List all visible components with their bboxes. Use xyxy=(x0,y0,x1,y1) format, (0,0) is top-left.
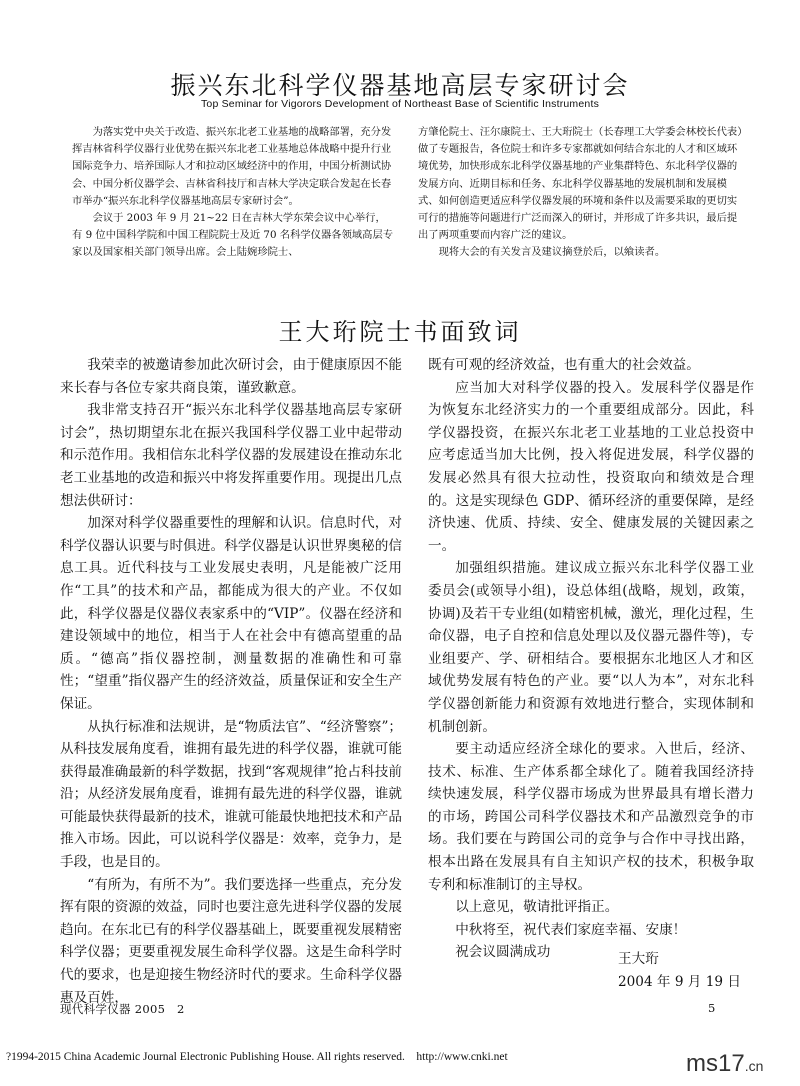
journal-footer: 现代科学仪器 2005 2 xyxy=(60,1002,185,1016)
signature-block xyxy=(618,948,741,993)
body-paragraph: “有所为，有所不为”。我们要选择一些重点，充分发挥有限的资源的效益，同时也要注意先进科学仪器的发展趋向。在东北已有的科学仪器基础上，既要重视发展精密科学仪器；更要重视发展生命科学仪器。这是生命科学时代的要求，也是迎接生物经济时代的要求。生命科学仪器惠及百姓， xyxy=(60,876,402,1006)
site-watermark xyxy=(686,1050,763,1078)
signature-name: 王大珩 xyxy=(618,951,659,967)
closing-line: 中秋将至，祝代表们家庭幸福、安康！ xyxy=(455,921,687,938)
body-paragraph: 我非常支持召开“振兴东北科学仪器基地高层专家研讨会”，热切期望东北在振兴我国科学仪器工业中起带动和示范作用。我相信东北科学仪器的发展建设在推动东北老工业基地的改造和振兴中将发挥重要作用。现提出几点想法供研讨： xyxy=(60,402,402,509)
intro-paragraph: 现将大会的有关发言及建议摘登於后，以飨读者。 xyxy=(438,246,666,259)
body-paragraph: 我荣幸的被邀请参加此次研讨会，由于健康原因不能来长春与各位专家共商良策，谨致歉意。 xyxy=(60,357,402,396)
intro-left-column xyxy=(72,124,394,262)
body-paragraph: 既有可观的经济效益，也有重大的社会效益。 xyxy=(428,357,700,373)
copyright-notice: ?1994-2015 China Academic Journal Electronic Publishing House. All rights reserved. http://www.cnki.net xyxy=(6,1051,508,1063)
body-paragraph: 加深对科学仪器重要性的理解和认识。信息时代，对科学仪器认识要与时俱进。科学仪器是认识世界奥秘的信息工具。近代科技与工业发展史表明，凡是能被广泛用作“工具”的技术和产品，都能成为很大的产业。不仅如此，科学仪器是仪器仪表家系中的“VIP”。仪器在经济和建设领域中的地位，相当于人在社会中有德高望重的品质。“德高”指仪器控制，测量数据的准确性和可靠性；“望重”指仪器产生的经济效益，质量保证和安全生产保证。 xyxy=(60,515,402,712)
intro-paragraph: 会议于 2003 年 9 月 21~22 日在吉林大学东荣会议中心举行，有 9 位中国科学院和中国工程院院士及近 70 名科学仪器各领域高层专家以及国家相关部门领导出席。会上陆婉珍院士、 xyxy=(72,212,394,259)
page-number: 5 xyxy=(708,1001,716,1015)
closing-line: 以上意见，敬请批评指正。 xyxy=(455,899,619,916)
article-title-english: Top Seminar for Vigorors Development of Northeast Base of Scientific Instruments xyxy=(200,98,600,110)
signature-date: 2004 年 9 月 19 日 xyxy=(618,973,741,990)
body-paragraph: 应当加大对科学仪器的投入。发展科学仪器是作为恢复东北经济实力的一个重要组成部分。因此，科学仪器投资，在振兴东北老工业基地的工业总投资中应考虑适当加大比例，投入将促进发展，科学仪器的发展必然具有很大拉动性，投资取向和绩效是合理的。这是实现绿色 GDP、循环经济的重要保障，是经济快速、优质、持续、安全、健康发展的关键因素之一。 xyxy=(428,379,754,554)
watermark-text: ms17 xyxy=(686,1050,745,1077)
body-left-column xyxy=(60,354,402,1009)
closing-line: 祝会议圆满成功 xyxy=(455,944,551,961)
intro-paragraph: 方肇伦院士、汪尔康院士、王大珩院士（长春理工大学委会林校长代表）做了专题报告，各位院士和许多专家都就如何结合东北的人才和区域环境优势，加快形成东北科学仪器基地的产业集群特色、东北科学仪器的发展方向、近期目标和任务、东北科学仪器基地的发展机制和发展模式、如何创造更适应科学仪器发展的环境和条件以及需要采取的更切实可行的措施等问题进行广泛而深入的研讨，并形成了许多共识，最后提出了两项重要而内容广泛的建议。 xyxy=(418,126,743,242)
intro-right-column xyxy=(418,124,746,262)
body-paragraph: 加强组织措施。建议成立振兴东北科学仪器工业委员会(或领导小组)，设总体组(战略，规划，政策，协调)及若干专业组(如精密机械，激光，理化过程，生命仪器，电子自控和信息处理以及仪器元器件等)，专业组要产、学、研相结合。要根据东北地区人才和区域优势发展有特色的产业。要“以人为本”，对东北科学仪器创新能力和资源有效地进行整合，实现体制和机制创新。 xyxy=(428,560,754,735)
body-paragraph: 从执行标准和法规讲，是“物质法官”、“经济警察”；从科技发展角度看，谁拥有最先进的科学仪器，谁就可能获得最准确最新的科学数据，找到“客观规律”抢占科技前沿；从经济发展角度看，谁拥有最先进的科学仪器，谁就可能最快获得最新的技术，谁就可能最快地把技术和产品推入市场。因此，可以说科学仪器是：效率，竞争力，是手段，也是目的。 xyxy=(60,718,402,871)
section-heading: 王大珩院士书面致词 xyxy=(278,318,522,346)
intro-paragraph: 为落实党中央关于改造、振兴东北老工业基地的战略部署，充分发挥吉林省科学仪器行业优势在振兴东北老工业基地总体战略中提升行业国际竞争力、培养国际人才和拉动区域经济中的作用，中国分析测试协会、中国分析仪器学会、吉林省科技厅和吉林大学决定联合发起在长春市举办“振兴东北科学仪器基地高层专家研讨会”。 xyxy=(72,126,392,207)
body-paragraph: 要主动适应经济全球化的要求。入世后，经济、技术、标准、生产体系都全球化了。随着我国经济持续快速发展，科学仪器市场成为世界最具有增长潜力的市场，跨国公司科学仪器技术和产品激烈竞争的市场。我们要在与跨国公司的竞争与合作中寻找出路，根本出路在发展具有自主知识产权的技术，积极争取专利和标准制订的主导权。 xyxy=(428,741,754,893)
body-right-column xyxy=(428,354,754,964)
article-title: 振兴东北科学仪器基地高层专家研讨会 xyxy=(170,71,630,100)
watermark-tld: .cn xyxy=(744,1058,764,1074)
